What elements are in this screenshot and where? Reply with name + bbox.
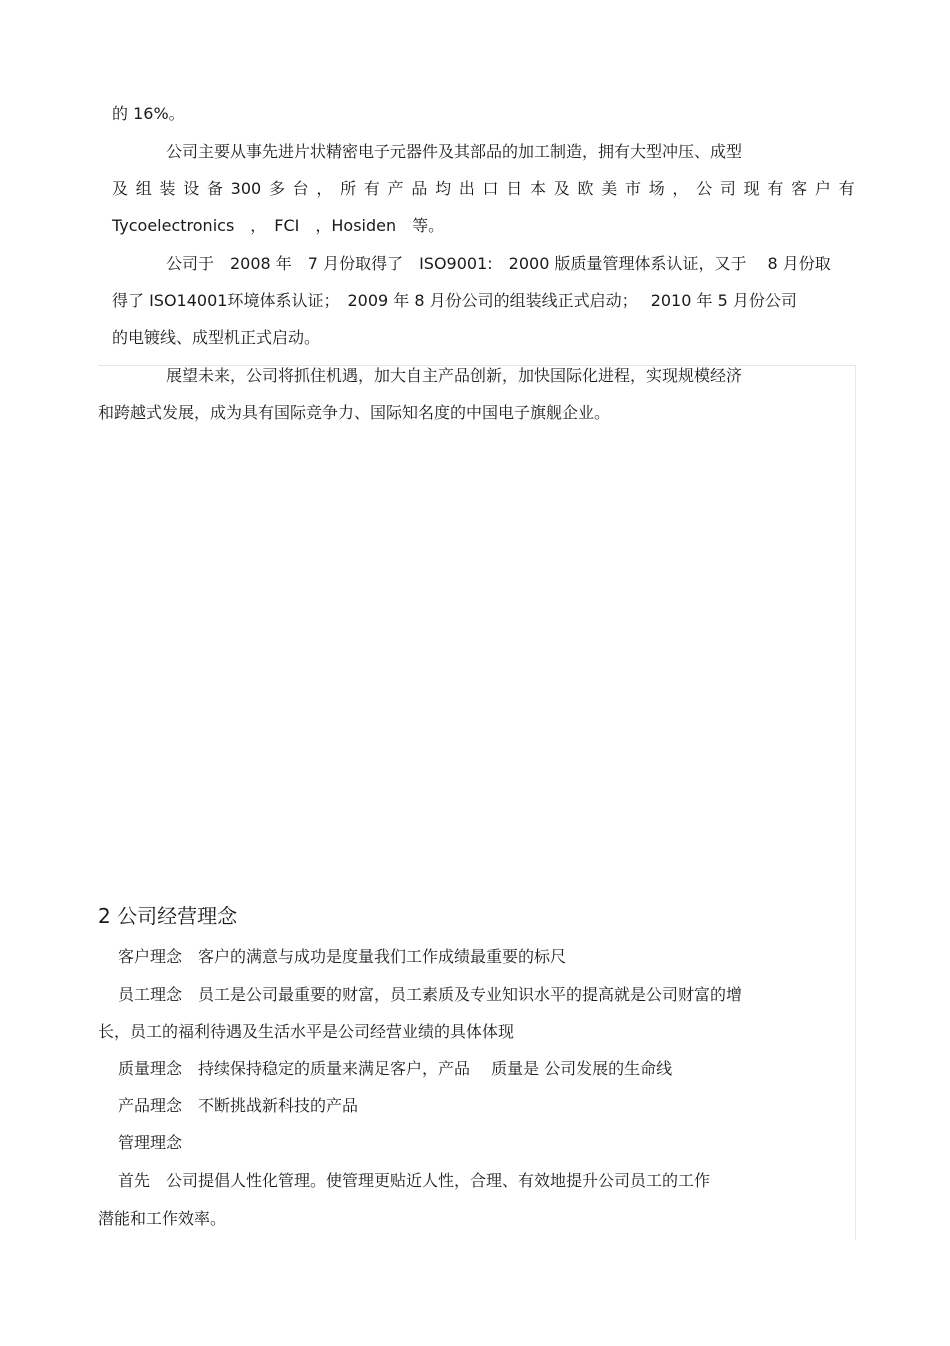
justified-char: 装	[159, 179, 176, 198]
justified-char: 所	[340, 179, 357, 198]
page-frame-right-border	[855, 365, 856, 1240]
certification-para-line1: 公司于 2008 年 7 月份取得了 ISO9001: 2000 版质量管理体系认证，又于 8 月份取	[166, 254, 831, 273]
management-philosophy-title: 管理理念	[118, 1133, 183, 1152]
justified-char: 口	[482, 179, 499, 198]
product-philosophy: 产品理念 不断挑战新科技的产品	[118, 1096, 359, 1115]
justified-char: 本	[530, 179, 547, 198]
business-para-line3: Tycoelectronics ， FCI ，Hosiden 等。	[112, 216, 445, 235]
business-para-line1: 公司主要从事先进片状精密电子元器件及其部品的加工制造，拥有大型冲压、成型	[166, 142, 743, 161]
certification-para-line2: 得了 ISO14001环境体系认证； 2009 年 8 月份公司的组装线正式启动； 2010 年 5 月份公司	[112, 291, 797, 310]
employee-philosophy-line1: 员工理念 员工是公司最重要的财富，员工素质及专业知识水平的提高就是公司财富的增	[118, 985, 743, 1004]
justified-char: ，	[316, 179, 333, 198]
outlook-para-line1: 展望未来，公司将抓住机遇，加大自主产品创新，加快国际化进程，实现规模经济	[166, 366, 743, 385]
justified-char: 300	[230, 179, 262, 198]
justified-char: 备	[206, 179, 223, 198]
justified-char: 司	[719, 179, 736, 198]
justified-char: 欧	[577, 179, 594, 198]
justified-char: 场	[648, 179, 665, 198]
outlook-para-line2: 和跨越式发展，成为具有国际竞争力、国际知名度的中国电子旗舰企业。	[98, 403, 611, 422]
justified-char: 有	[363, 179, 380, 198]
justified-char: 有	[838, 179, 855, 198]
management-first-line1: 首先 公司提倡人性化管理。使管理更贴近人性，合理、有效地提升公司员工的工作	[118, 1171, 711, 1190]
quality-philosophy: 质量理念 持续保持稳定的质量来满足客户，产品 质量是 公司发展的生命线	[118, 1059, 673, 1078]
justified-char: 户	[814, 179, 831, 198]
justified-char: 品	[411, 179, 428, 198]
justified-char: 公	[696, 179, 713, 198]
justified-char: 组	[135, 179, 152, 198]
justified-char: 有	[767, 179, 784, 198]
justified-char: 日	[506, 179, 523, 198]
justified-char: 均	[435, 179, 452, 198]
certification-para-line3: 的电镀线、成型机正式启动。	[112, 328, 321, 347]
section-heading: 2 公司经营理念	[98, 904, 238, 928]
justified-char: 及	[553, 179, 570, 198]
employee-philosophy-line2: 长，员工的福利待遇及生活水平是公司经营业绩的具体体现	[98, 1022, 515, 1041]
justified-char: 现	[743, 179, 760, 198]
justified-char: ，	[672, 179, 689, 198]
justified-char: 出	[458, 179, 475, 198]
intro-line-fragment: 的 16%。	[112, 104, 185, 123]
justified-char: 设	[183, 179, 200, 198]
justified-char: 市	[624, 179, 641, 198]
justified-char: 客	[791, 179, 808, 198]
justified-char: 多	[268, 179, 285, 198]
justified-char: 及	[112, 179, 129, 198]
management-first-line2: 潜能和工作效率。	[98, 1209, 227, 1228]
justified-char: 台	[292, 179, 309, 198]
business-para-line2	[112, 178, 855, 200]
customer-philosophy: 客户理念 客户的满意与成功是度量我们工作成绩最重要的标尺	[118, 947, 567, 966]
justified-char: 美	[601, 179, 618, 198]
justified-char: 产	[387, 179, 404, 198]
